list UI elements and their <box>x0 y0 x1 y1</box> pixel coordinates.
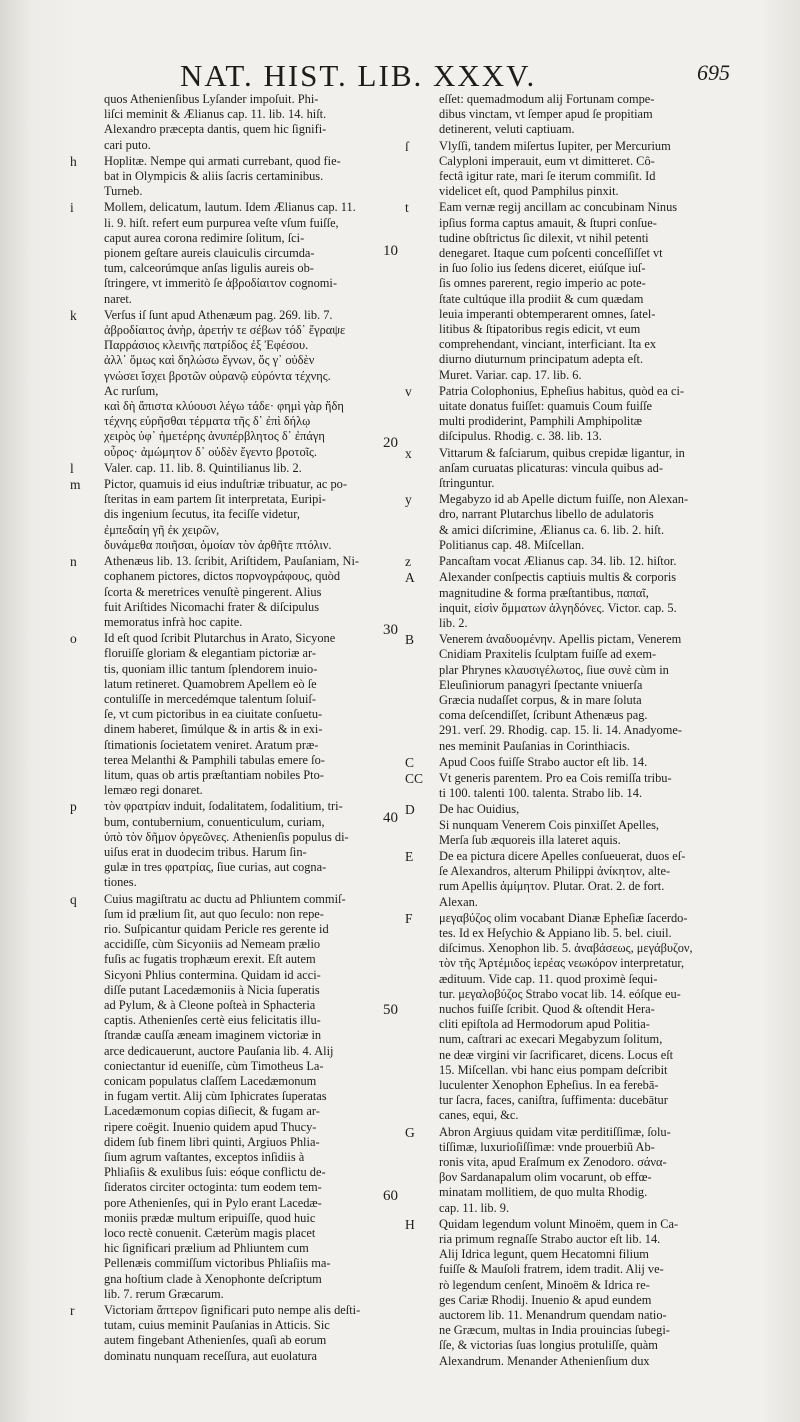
annotation-note <box>405 92 755 138</box>
annotation-note <box>405 632 755 754</box>
note-text: Megabyzo id ab Apelle dictum fuiſſe, non Alexan- dro, narrant Plutarchus libello de adulatoris & amici diſcrimine, Ælianus ca. 6. lib. 2. hiſt. Politianus cap. 48. Miſcellan. <box>439 492 689 552</box>
annotation-note <box>70 1303 388 1364</box>
note-text: Eam vernæ regij ancillam ac concubinam Ninus ipſius forma captus amauit, & ſtupri conſue- tudine obſtrictus ſic dilexit, vt nihil petenti denegaret. Itaque cum poſcenti conceſſiſſet vt in ſuo ſolio ius ſedens diceret, eiúſque iuſ- ſis omnes parerent, regio imperio ac pote- ſtate cultúque illa prodiit & cum quædam leuia imperanti obtemperarent omnes, ſatel- litibus & ſtipatoribus regis edicit, vt eum comprehendant, vinciant, interficiant. Ita ex diurno diuturnum principatum adepta eſt. Muret. Variar. cap. 17. lib. 6. <box>439 200 678 382</box>
note-marker: z <box>405 554 411 570</box>
note-marker: G <box>405 1124 415 1140</box>
note-marker: m <box>70 477 81 493</box>
annotation-note <box>70 154 388 200</box>
annotation-note <box>405 384 755 445</box>
note-marker: q <box>70 891 77 907</box>
annotation-note <box>405 802 755 848</box>
note-marker: C <box>405 754 415 770</box>
annotation-note <box>405 492 755 553</box>
annotation-note <box>405 200 755 382</box>
note-marker: H <box>405 1216 415 1232</box>
annotation-note <box>405 1217 755 1369</box>
page-number: 695 <box>697 60 730 85</box>
note-marker: v <box>405 383 412 399</box>
annotation-note <box>70 92 388 153</box>
note-text: quos Athenienſibus Lyſander impoſuit. Phi- liſci meminit & Ælianus cap. 11. lib. 14. hiſt. Alexandro præcepta dantis, quem hic ſignifi- cari puto. <box>104 92 327 152</box>
annotation-note <box>405 554 755 569</box>
running-title: NAT. HIST. LIB. XXXV. <box>180 58 537 93</box>
note-marker: i <box>70 200 74 216</box>
annotation-note <box>405 1125 755 1216</box>
note-text: Apud Coos fuiſſe Strabo auctor eſt lib. 14. <box>439 754 648 769</box>
note-text: Athenæus lib. 13. ſcribit, Ariſtidem, Pauſaniam, Ni- cophanem pictores, dictos πορνογράφους, quòd ſcorta & meretrices venuſtè pingerent. Alius fuit Ariſtides Nicomachi frater & diſcipulus memoratus infrà hoc capite. <box>104 554 360 629</box>
note-marker: A <box>405 570 415 586</box>
note-text: Vlyſſi, tandem miſertus Iupiter, per Mercurium Calyploni imperauit, eum vt dimitteret. Cô- fectâ igitur rate, mari ſe iterum commiſit. Id videlicet eſt, quod Pamphilus pinxit. <box>439 138 671 199</box>
note-text: τὸν φρατρίαν induit, ſodalitatem, ſodalitium, tri- bum, contubernium, conuenticulum, curiam, ὑπὸ τὸν δῆμον ὀργεῶνες. Athenienſis populus di- uiſus erat in duodecim tribus. Harum ſin- gulæ in tres φρατρίας, ſiue curias, aut cogna- tiones. <box>104 799 349 890</box>
note-text: Pancaſtam vocat Ælianus cap. 34. lib. 12. hiſtor. <box>439 554 677 569</box>
note-marker: CC <box>405 770 424 786</box>
left-column <box>70 92 388 1365</box>
annotation-note <box>70 799 388 890</box>
annotation-note <box>405 446 755 492</box>
note-text: Cuius magiſtratu ac ductu ad Phliuntem commiſ- ſum id prælium ſit, aut quo ſeculo: non repe- rio. Suſpicantur quidam Pericle res gerente id accidiſſe, cùm Sicyoniis ad Nemeam prælio fuſis ac fugatis trophæum erexit. Eſt autem Sicyoni Phlius contermina. Quidam id acci- diſſe putant Lacedæmoniis à Nicia ſuperatis ad Pylum, & à Cleone poſteà in Sphacteria captis. Athenienſes certè eius felicitatis illu- ſtrandæ cauſſa æneam imaginem victoriæ in arce dedicauerunt, auctore Pauſania lib. 4. Alij coniectantur id eueniſſe, cùm Timotheus La- conicam populatus claſſem Lacedæmonum in fugam vertit. Alij cùm Iphicrates ſuperatas Lacedæmonum copias diſiecit, & fugam ar- ripere coëgit. Inuenio quidem apud Thucy- didem ſub finem libri quinti, Argiuos Phlia- ſium agrum vaſtantes, exceptos inſidiis à Phliaſiis & exulibus ſuis: eóque conflictu de- ſideratos circiter octoginta: tum eodem tem- pore Athenienſes, qui in Pylo erant Lacedæ- moniis prædæ multum eripuiſſe, quod huic loco rectè conuenit. Cæterùm magis placet hic ſignificari prælium ad Phliuntem cum Pellenæis commiſſum victoribus Phliaſiis ma- gna hoſtium clade à Xenophonte deſcriptum lib. 7. rerum Græcarum. <box>104 891 346 1301</box>
note-text: Patria Colophonius, Epheſius habitus, quòd ea ci- uitate donatus fuiſſet: quamuis Coum fuiſſe multi prodiderint, Pamphili Amphipolitæ diſcipulus. Rhodig. c. 38. lib. 13. <box>439 383 685 444</box>
note-marker: E <box>405 848 414 864</box>
note-text: Quidam legendum volunt Minoëm, quem in Ca- ria primum regnaſſe Strabo auctor eſt lib. 14. Alij Idrica legunt, quem Hecatomni filium fuiſſe & Mauſoli fratrem, idem tradit. Alij ve- rò legendum cenſent, Minoëm & Idrica re- ges Cariæ Rhodij. Inuenio & apud eundem auctorem lib. 11. Menandrum quendam natio- ne Græcum, multas in India prouincias ſubegi- ſſe, & victorias ſuas longius protuliſſe, quàm Alexandrum. Menander Athenienſium dux <box>439 1216 679 1368</box>
note-text: Mollem, delicatum, lautum. Idem Ælianus cap. 11. li. 9. hiſt. refert eum purpurea veſte vſum fuiſſe, caput aurea corona redimire ſolitum, ſci- pionem geſtare aureis clauiculis circumda- tum, calceorúmque anſas ligulis aureis ob- ſtringere, vt immeritò ſe ἁβροδίαιτον cognomi- naret. <box>104 200 356 306</box>
note-marker: p <box>70 799 77 815</box>
annotation-note <box>70 477 388 553</box>
note-text: De hac Ouidius, Si nunquam Venerem Cois pinxiſſet Apelles, Merſa ſub æquoreis illa lateret aquis. <box>439 802 660 847</box>
note-marker: y <box>405 492 412 508</box>
note-marker: k <box>70 307 77 323</box>
note-marker: l <box>70 460 74 476</box>
annotation-note <box>70 631 388 798</box>
note-text: Id eſt quod ſcribit Plutarchus in Arato, Sicyone floruiſſe gloriam & elegantiam pictoriæ ar- tis, quoniam illic tantum ſplendorem inuio- latum retineret. Quamobrem Apellem eò ſe contuliſſe in mercedémque talentum ſoluiſ- ſe, vt cum pictoribus in ea ciuitate conſuetu- dinem haberet, ſimúlque & in artis & in exi- ſtimationis ſocietatem veniret. Aratum præ- terea Melanthi & Pamphili tabulas emere ſo- litum, quas ob artis præſtantiam nobiles Pto- lemæo regi donaret. <box>104 631 336 798</box>
annotation-note <box>405 849 755 910</box>
note-marker: D <box>405 802 415 818</box>
annotation-note <box>405 755 755 770</box>
line-number: 60 <box>383 1188 398 1204</box>
note-text: Victoriam ἄπτερον ſignificari puto nempe alis deſti- tutam, cuius meminit Pauſanias in Atticis. Sic autem fingebant Athenienſes, quaſi ab eorum dominatu nunquam receſſura, aut euolatura <box>104 1303 361 1363</box>
note-marker: ſ <box>405 138 409 154</box>
annotation-note <box>70 200 388 306</box>
note-marker: F <box>405 910 413 926</box>
right-column <box>405 92 755 1370</box>
note-text: Vt generis parentem. Pro ea Cois remiſſa tribu- ti 100. talenti 100. talenta. Strabo lib. 14. <box>439 770 672 801</box>
line-number: 10 <box>383 243 398 259</box>
annotation-note <box>70 554 388 630</box>
note-marker: o <box>70 631 77 647</box>
note-marker: B <box>405 632 415 648</box>
annotation-note <box>405 911 755 1124</box>
line-number: 50 <box>383 1002 398 1018</box>
annotation-note <box>70 892 388 1302</box>
note-text: Venerem ἀναδυομένην. Apellis pictam, Venerem Cnidiam Praxitelis ſculptam fuiſſe ad exem- plar Phrynes κλαυσιγέλωτος, ſiue συνὲ cùm in Eleuſiniorum panagyri ſpectante vniuerſa Græcia nudaſſet corpus, & in mare ſoluta coma deſcendiſſet, ſcribunt Athenæus pag. 291. verſ. 29. Rhodig. cap. 15. li. 14. Anadyome- nes meminit Pauſanias in Corinthiacis. <box>439 632 682 753</box>
note-text: μεγαβύζος olim vocabant Dianæ Epheſiæ ſacerdo- tes. Id ex Heſychio & Appiano lib. 5. bel. ciuil. diſcimus. Xenophon lib. 5. ἀναβάσεως, μεγάβυζον, τὸν τῆς Ἀρτέμιδος ἱερέας νεωκόρον interpretatur, ædituum. Vide cap. 11. quod proximè ſequi- tur. μεγαλοβύζος Strabo vocat lib. 14. eóſque eu- nuchos fuiſſe ſcribit. Quod & oſtendit Hera- cliti epiſtola ad Hermodorum apud Politia- num, caſtrari ac execari Megabyzum ſolitum, ne deæ virgini vir ſacrificaret, dicens. Locus eſt 15. Miſcellan. vbi hanc eius pompam deſcribit luculenter Xenophon Epheſius. In ea ferebā- tur ſacra, faces, caniſtra, ſuffimenta: ducebātur canes, equi, &c. <box>439 910 693 1123</box>
annotation-note <box>405 570 755 631</box>
note-marker: h <box>70 153 77 169</box>
annotation-note <box>405 139 755 200</box>
note-marker: x <box>405 445 412 461</box>
note-text: De ea pictura dicere Apelles conſueuerat, duos eſ- ſe Alexandros, alterum Philippi ἀνίκητον, alte- rum Apellis ἀμίμητον. Plutar. Orat. 2. de fort. Alexan. <box>439 848 686 909</box>
note-marker: n <box>70 554 77 570</box>
note-text: Alexander conſpectis captiuis multis & corporis magnitudine & forma præſtantibus, παπαῖ, inquit, εἰσὶν ὄμματων ἀλγηδόνες. Victor. cap. 5. lib. 2. <box>439 570 677 630</box>
note-text: Hoplitæ. Nempe qui armati currebant, quod fie- bat in Olympicis & aliis ſacris certaminibus. Turneb. <box>104 153 341 199</box>
annotation-note <box>405 771 755 801</box>
note-marker: t <box>405 200 409 216</box>
line-number: 20 <box>383 435 398 451</box>
line-number: 30 <box>383 622 398 638</box>
note-marker: r <box>70 1303 75 1319</box>
note-text: Abron Argiuus quidam vitæ perditiſſimæ, ſolu- tiſſimæ, luxurioſiſſimæ: vnde prouerbiũ Ab- ronis vita, apud Eraſmum ex Zenodoro. σάνα- βον Sardanapalum olim vocarunt, ob effœ- minatam mollitiem, de quo multa Rhodig. cap. 11. lib. 9. <box>439 1124 671 1215</box>
note-text: Vittarum & faſciarum, quibus crepidæ ligantur, in anſam curuatas plicaturas: vincula quibus ad- ſtringuntur. <box>439 445 685 491</box>
note-text: Pictor, quamuis id eius induſtriæ tribuatur, ac po- ſteritas in eam partem ſit interpretata, Euripi- dis ingenium ſecutus, ita feciſſe videtur, ἐμπεδαίη γῆ ἐκ χειρῶν, δυνάμεθα ποιῆσαι, ὁμοίαν τὸν ἀρθῆτε πτόλιν. <box>104 477 347 552</box>
line-number: 40 <box>383 810 398 826</box>
note-text: Verſus iſ ſunt apud Athenæum pag. 269. lib. 7. ἁβροδίαιτος ἀνὴρ, ἀρετήν τε σέβων τόδ᾽ ἔγραψε Παρράσιος κλεινῆς πατρίδος ἐξ Ἐφέσου. ἀλλ᾽ ὅμως καὶ δηλώσω ἔγνων, ὅς γ᾽ οὐδὲν γνώσει ἴσχει βροτῶν οὐρανῷ εὑρόντα τέχνης. Ac rurſum, καὶ δὴ ἄπιστα κλύουσι λέγω τάδε· φημὶ γὰρ ἤδη τέχνης εὑρῆσθαι τέρματα τῆς δ᾽ ἐπὶ δήλῳ χειρὸς ὑφ᾽ ἡμετέρης ἀνυπέρβλητος δ᾽ ἐπάγη οὖρος· ἀμώμητον δ᾽ οὐδὲν ἔγεντο βροτοῖς. <box>104 307 346 459</box>
annotation-note <box>70 308 388 460</box>
note-text: eſſet: quemadmodum alij Fortunam compe- dibus vinctam, vt ſemper apud ſe propitiam detinerent, veluti captiuam. <box>439 92 655 137</box>
annotation-note <box>70 461 388 476</box>
note-text: Valer. cap. 11. lib. 8. Quintilianus lib. 2. <box>104 460 302 475</box>
